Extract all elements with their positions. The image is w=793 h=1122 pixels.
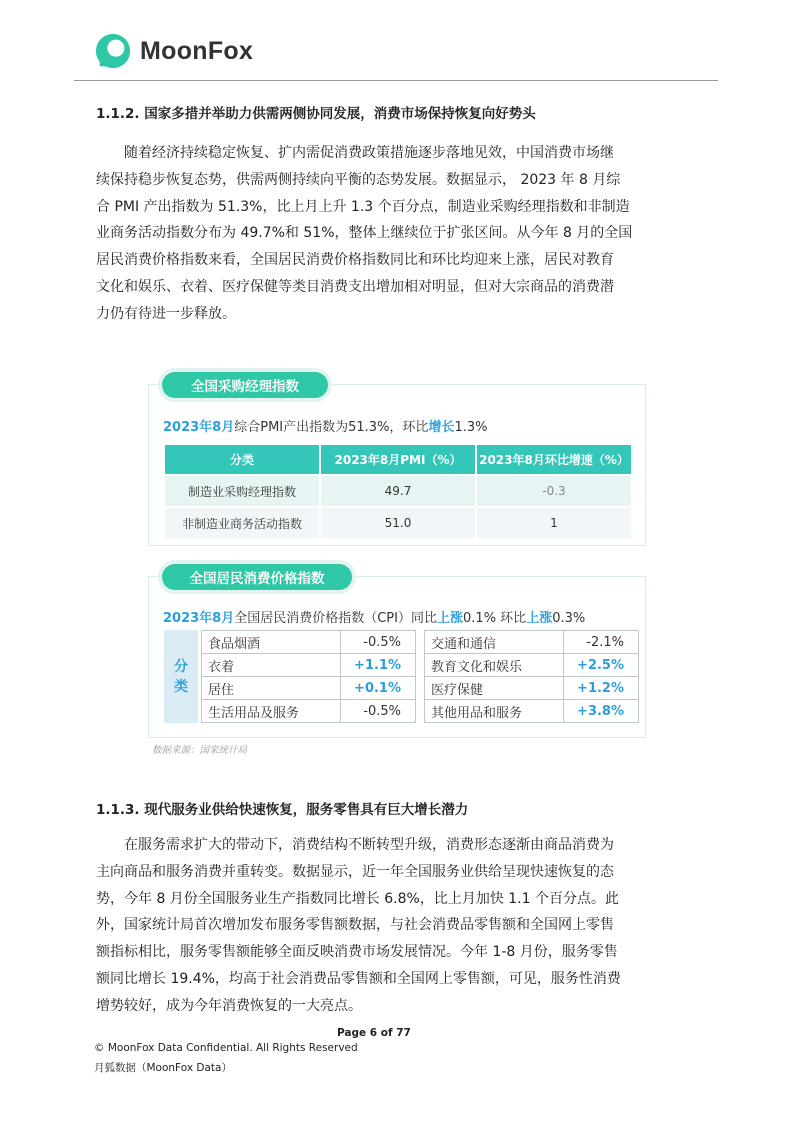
- pmi-header-change: 2023年8月环比增速（%）: [477, 445, 631, 474]
- section-heading-1-1-2: 1.1.2. 国家多措并举助力供需两侧协同发展，消费市场保持恢复向好势头: [96, 106, 536, 122]
- logo: [94, 32, 253, 70]
- cpi-column-gap: [416, 631, 425, 654]
- paragraph-1-1-3: [96, 832, 698, 1020]
- paragraph-line: 续保持稳步恢复态势，供需两侧持续向平衡的态势发展。数据显示， 2023 年 8 月综: [96, 171, 621, 188]
- header-divider: [74, 80, 718, 81]
- cpi-table: [201, 630, 639, 723]
- pmi-summary-highlight: 增长: [428, 420, 455, 435]
- cpi-summary-highlight-1: 上涨: [437, 611, 464, 626]
- copyright-notice: © MoonFox Data Confidential. All Rights Reserved: [94, 1042, 358, 1054]
- logo-text: MoonFox: [140, 36, 254, 65]
- table-row: [165, 508, 631, 538]
- cpi-item-value: +0.1%: [341, 677, 416, 700]
- cpi-item-value: -2.1%: [564, 631, 639, 654]
- paragraph-line: 额指标相比，服务零售额能够全面反映消费市场发展情况。今年 1-8 月份，服务零售: [96, 944, 618, 961]
- paragraph-line: 额同比增长 19.4%，均高于社会消费品零售额和全国网上零售额，可见，服务性消费: [96, 970, 621, 987]
- paragraph-line: 势，今年 8 月份全国服务业生产指数同比增长 6.8%，比上月加快 1.1 个百分点。此: [96, 890, 619, 907]
- cpi-category-label-char: 分: [174, 658, 188, 675]
- paragraph-line: 合 PMI 产出指数为 51.3%，比上月上升 1.3 个百分点，制造业采购经理指数和非制造: [96, 198, 630, 215]
- cpi-item-value: +1.2%: [564, 677, 639, 700]
- cpi-item-value: +2.5%: [564, 654, 639, 677]
- cpi-item-value: -0.5%: [341, 700, 416, 723]
- pmi-header-category: 分类: [165, 445, 319, 474]
- paragraph-line: 居民消费价格指数来看，全国居民消费价格指数同比和环比均迎来上涨，居民对教育: [96, 252, 614, 269]
- table-row: [165, 476, 631, 506]
- pmi-summary: [163, 416, 487, 435]
- pmi-row-category: 非制造业商务活动指数: [165, 508, 319, 538]
- cpi-category-label: [164, 630, 198, 723]
- pmi-header-value: 2023年8月PMI（%）: [321, 445, 475, 474]
- cpi-item-name: 其他用品和服务: [425, 700, 564, 723]
- cpi-column-gap: [416, 654, 425, 677]
- cpi-summary-text-2: 0.1% 环比: [463, 611, 527, 626]
- table-row: [202, 654, 639, 677]
- cpi-item-value: +3.8%: [564, 700, 639, 723]
- paragraph-line: 增势较好，成为今年消费恢复的一大亮点。: [96, 997, 362, 1014]
- pmi-summary-date: 2023年8月: [163, 420, 235, 435]
- pmi-row-change: 1: [477, 508, 631, 538]
- cpi-item-value: +1.1%: [341, 654, 416, 677]
- cpi-item-name: 衣着: [202, 654, 341, 677]
- pmi-summary-text: 综合PMI产出指数为51.3%，环比: [234, 420, 429, 435]
- cpi-summary-date: 2023年8月: [163, 611, 235, 626]
- cpi-column-gap: [416, 677, 425, 700]
- pmi-table: [163, 443, 633, 540]
- data-source-note: 数据来源：国家统计局: [152, 745, 248, 756]
- brand-footer: 月狐数据（MoonFox Data）: [94, 1062, 232, 1074]
- cpi-item-name: 教育文化和娱乐: [425, 654, 564, 677]
- cpi-item-name: 生活用品及服务: [202, 700, 341, 723]
- section-heading-1-1-3: 1.1.3. 现代服务业供给快速恢复，服务零售具有巨大增长潜力: [96, 802, 469, 818]
- pmi-row-change: -0.3: [477, 476, 631, 506]
- table-row: [202, 631, 639, 654]
- cpi-panel-title: 全国居民消费价格指数: [162, 564, 352, 590]
- pmi-panel-title: 全国采购经理指数: [162, 372, 328, 398]
- paragraph-line: 文化和娱乐、衣着、医疗保健等类目消费支出增加相对明显，但对大宗商品的消费潜: [96, 278, 614, 295]
- moonfox-logo-icon: [94, 32, 132, 70]
- cpi-item-name: 交通和通信: [425, 631, 564, 654]
- cpi-item-name: 食品烟酒: [202, 631, 341, 654]
- cpi-summary-text: 全国居民消费价格指数（CPI）同比: [234, 611, 437, 626]
- cpi-category-label-char: 类: [174, 678, 188, 695]
- paragraph-line: 业商务活动指数分布为 49.7%和 51%，整体上继续位于扩张区间。从今年 8 月的全国: [96, 225, 633, 242]
- pmi-row-value: 51.0: [321, 508, 475, 538]
- cpi-summary: [163, 607, 585, 626]
- pmi-table-header-row: [165, 445, 631, 474]
- cpi-summary-text-3: 0.3%: [552, 611, 586, 626]
- paragraph-1-1-2: [96, 140, 698, 328]
- paragraph-line: 随着经济持续稳定恢复、扩内需促消费政策措施逐步落地见效，中国消费市场继: [124, 145, 614, 161]
- paragraph-line: 力仍有待进一步释放。: [96, 305, 236, 322]
- cpi-item-name: 居住: [202, 677, 341, 700]
- page-number: Page 6 of 77: [337, 1027, 411, 1039]
- table-row: [202, 700, 639, 723]
- paragraph-line: 外，国家统计局首次增加发布服务零售额数据，与社会消费品零售额和全国网上零售: [96, 917, 614, 934]
- pmi-summary-value: 1.3%: [454, 420, 488, 435]
- cpi-summary-highlight-2: 上涨: [526, 611, 553, 626]
- pmi-row-category: 制造业采购经理指数: [165, 476, 319, 506]
- cpi-item-name: 医疗保健: [425, 677, 564, 700]
- pmi-row-value: 49.7: [321, 476, 475, 506]
- cpi-column-gap: [416, 700, 425, 723]
- cpi-item-value: -0.5%: [341, 631, 416, 654]
- table-row: [202, 677, 639, 700]
- paragraph-line: 在服务需求扩大的带动下，消费结构不断转型升级，消费形态逐渐由商品消费为: [124, 837, 614, 853]
- paragraph-line: 主向商品和服务消费并重转变。数据显示，近一年全国服务业供给呈现快速恢复的态: [96, 863, 614, 880]
